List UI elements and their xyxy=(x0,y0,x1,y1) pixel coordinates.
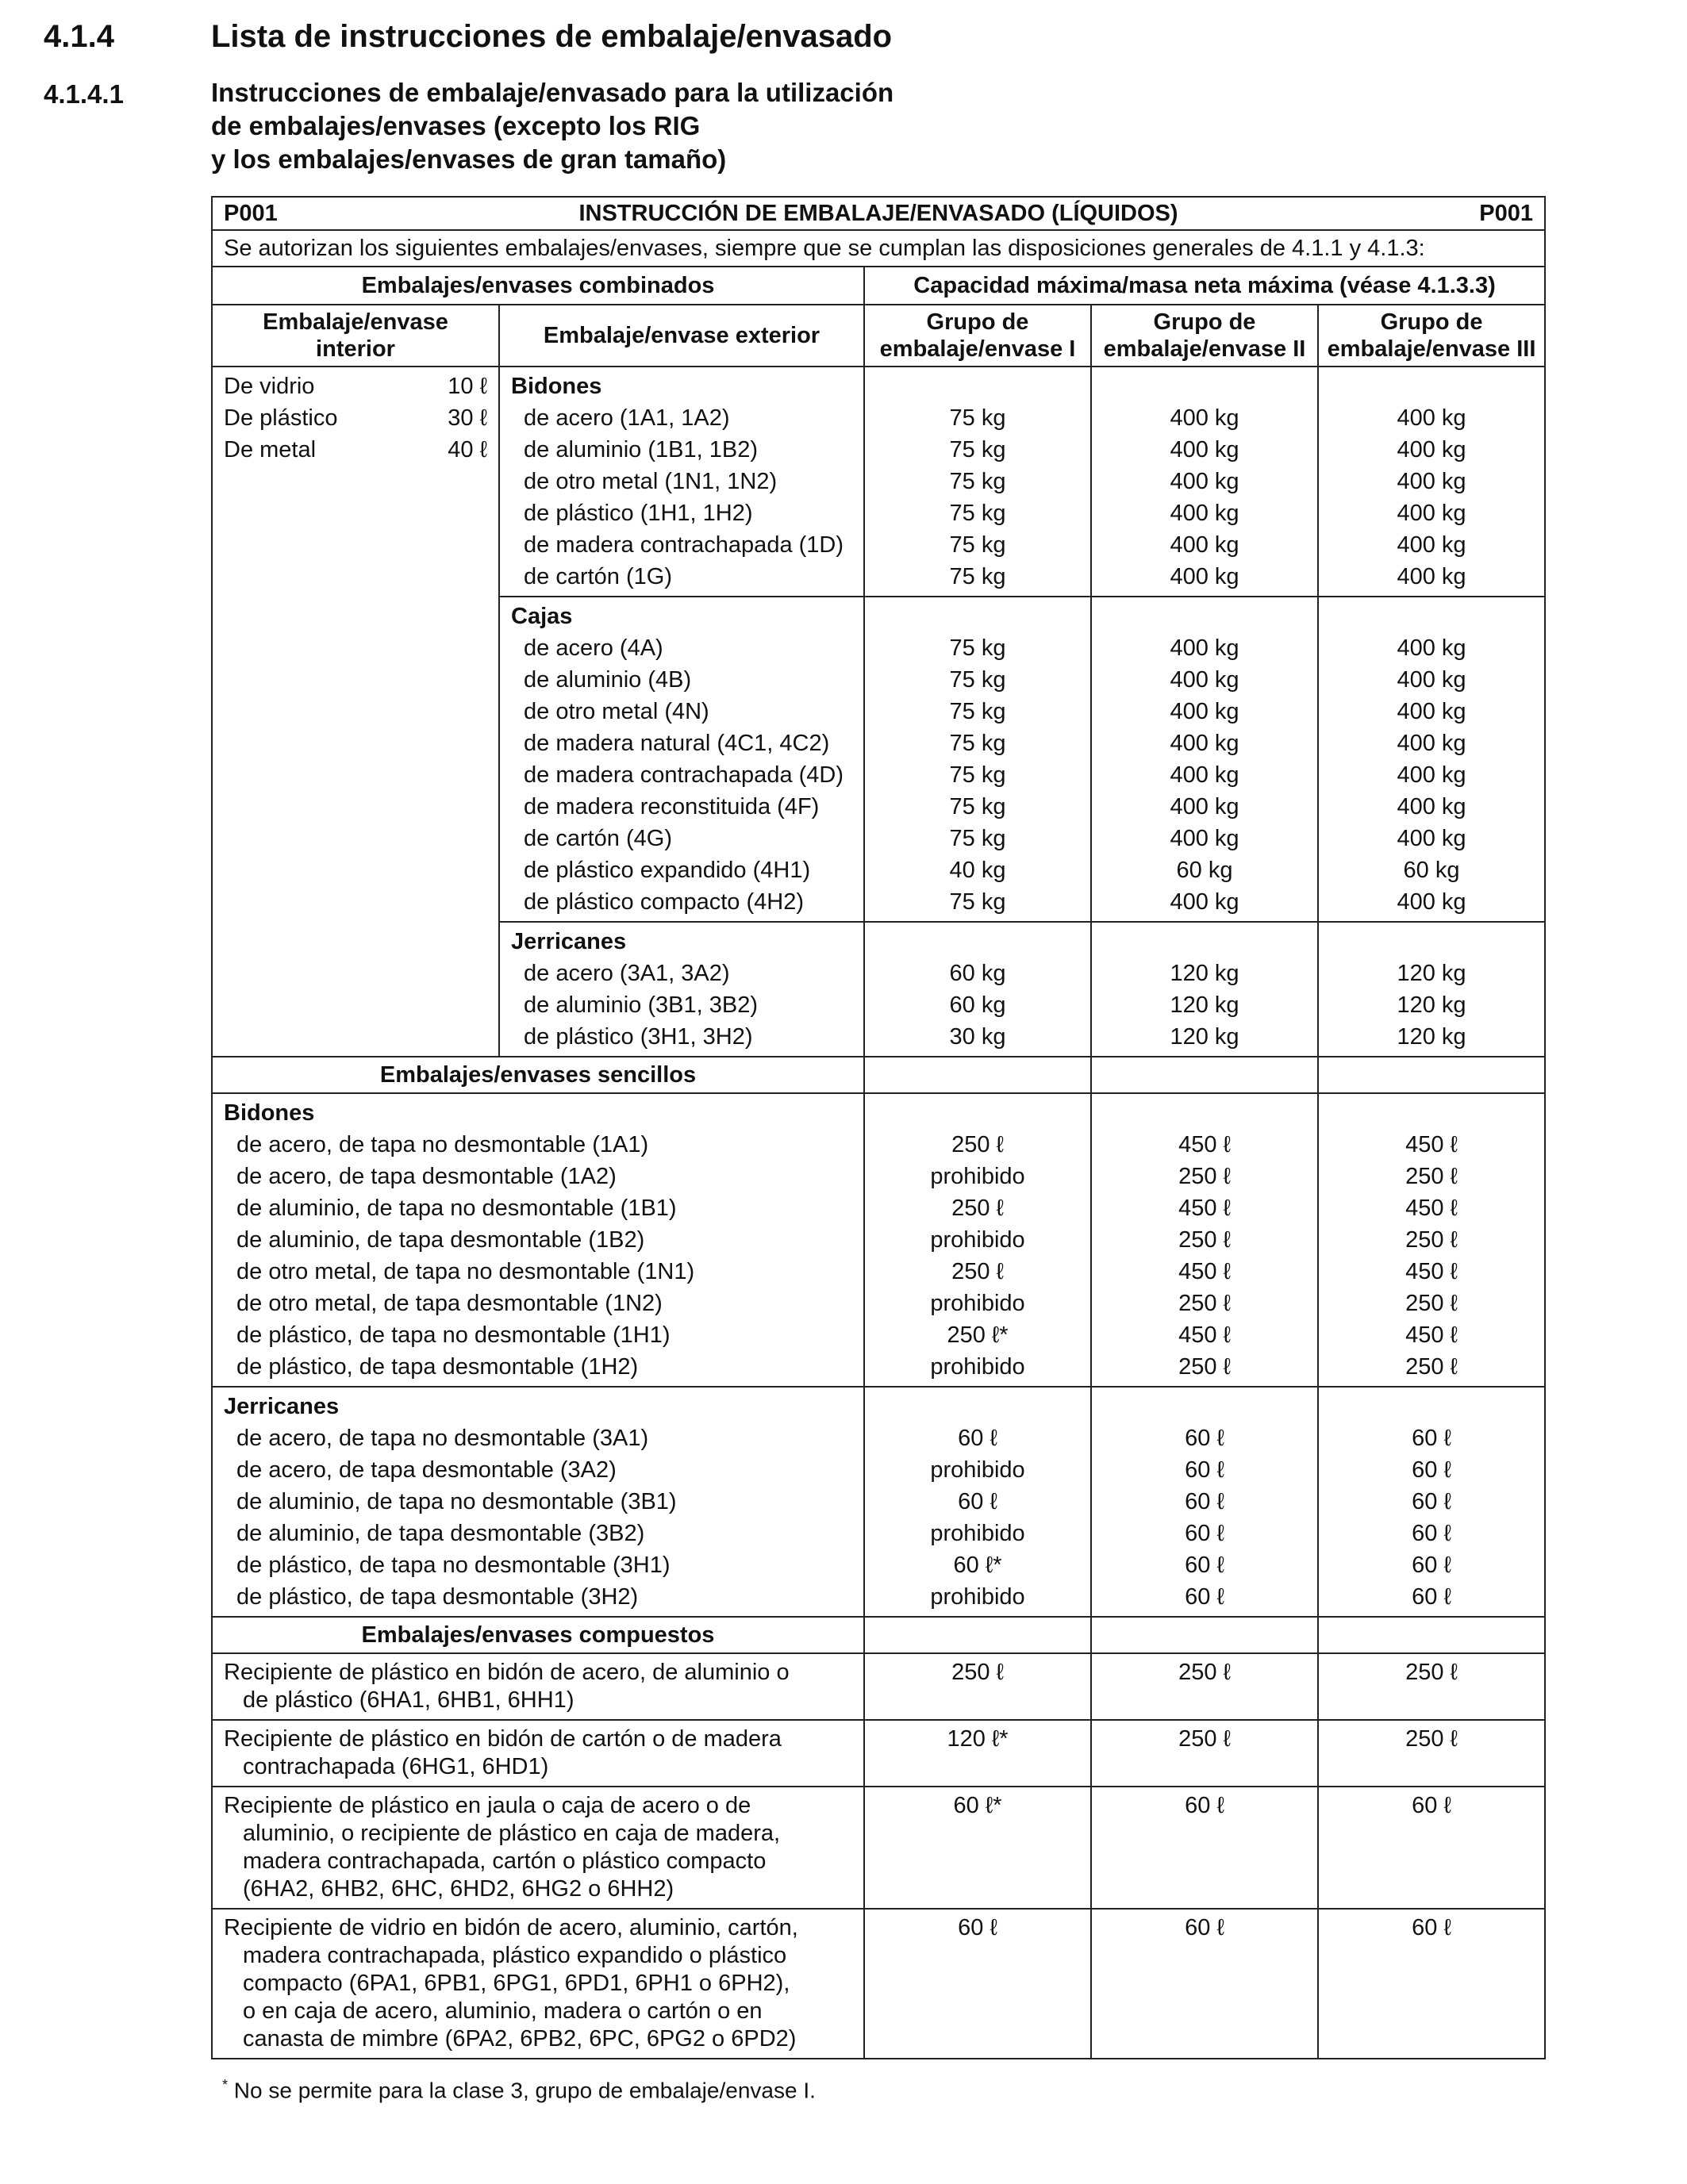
capacity-value: 400 kg xyxy=(1397,564,1466,589)
capacity-value: prohibido xyxy=(930,1584,1025,1610)
capacity-value: 250 ℓ xyxy=(1178,1164,1231,1189)
inner-header-line: Embalaje/envase xyxy=(263,309,448,335)
capacity-value: 60 kg xyxy=(1403,858,1460,883)
capacity-value: 250 ℓ xyxy=(951,1132,1004,1157)
inner-packaging-capacity: 40 ℓ xyxy=(448,437,487,463)
group-header-line: Grupo de xyxy=(1380,309,1483,335)
composite-packaging-cell xyxy=(212,1720,864,1787)
composite-packaging-cell xyxy=(212,1909,864,2059)
capacity-value: 60 ℓ xyxy=(1412,1521,1451,1546)
capacity-value: 75 kg xyxy=(949,501,1006,526)
single-packaging-item: de otro metal, de tapa desmontable (1N2) xyxy=(236,1291,663,1316)
group-header-line: embalaje/envase III xyxy=(1327,336,1536,362)
capacity-cell-group-2 xyxy=(1091,1787,1318,1909)
capacity-value: 400 kg xyxy=(1397,794,1466,819)
instruction-code-right: P001 xyxy=(1479,201,1534,226)
capacity-value: prohibido xyxy=(930,1164,1025,1189)
subsection-title xyxy=(211,76,893,176)
capacity-cell-group-3 xyxy=(1318,1787,1545,1909)
capacity-value: 400 kg xyxy=(1397,437,1466,463)
single-packaging-item: de plástico, de tapa desmontable (1H2) xyxy=(236,1354,639,1380)
capacity-cell-group-1 xyxy=(864,597,1091,922)
capacity-value: 75 kg xyxy=(949,667,1006,693)
blank-line xyxy=(1330,1097,1533,1129)
section-title: Lista de instrucciones de embalaje/envasado xyxy=(211,19,893,54)
capacity-cell-group-2 xyxy=(1091,1093,1318,1387)
single-packaging-item: de aluminio, de tapa desmontable (3B2) xyxy=(236,1521,645,1546)
outer-packaging-cell xyxy=(499,597,864,922)
capacity-value: 60 kg xyxy=(1176,858,1233,883)
capacity-value: 75 kg xyxy=(949,731,1006,756)
blank-line xyxy=(876,370,1079,402)
packing-instruction-table xyxy=(211,196,1546,2059)
capacity-value: 450 ℓ xyxy=(1405,1196,1458,1221)
composite-packagings-header: Embalajes/envases compuestos xyxy=(212,1617,864,1653)
capacity-cell-group-3 xyxy=(1318,1909,1545,2059)
capacity-value: 60 ℓ* xyxy=(953,1553,1002,1578)
capacity-value: 60 ℓ xyxy=(1185,1915,1224,1940)
composite-packaging-line: Recipiente de plástico en bidón de cartón o de madera xyxy=(224,1726,782,1752)
capacity-cell-group-1 xyxy=(864,922,1091,1057)
group-header-line: embalaje/envase I xyxy=(879,336,1076,362)
footnote-text: No se permite para la clase 3, grupo de embalaje/envase I. xyxy=(228,2078,816,2103)
capacity-value: 75 kg xyxy=(949,469,1006,494)
capacity-value: 400 kg xyxy=(1397,731,1466,756)
capacity-value: prohibido xyxy=(930,1227,1025,1253)
capacity-value: 120 kg xyxy=(1170,992,1239,1018)
capacity-value: 250 ℓ xyxy=(1178,1660,1231,1685)
subsection-title-line: de embalajes/envases (excepto los RIG xyxy=(211,111,701,140)
capacity-value: 450 ℓ xyxy=(1178,1322,1231,1348)
instruction-title-bar xyxy=(212,197,1545,230)
capacity-value: 400 kg xyxy=(1397,762,1466,788)
capacity-value: 75 kg xyxy=(949,635,1006,661)
capacity-value: 60 ℓ xyxy=(1412,1793,1451,1818)
composite-packaging-line: madera contrachapada, plástico expandido o plástico xyxy=(243,1943,787,1968)
single-packaging-item: de aluminio, de tapa no desmontable (3B1) xyxy=(236,1489,677,1514)
inner-packaging-name: De metal xyxy=(224,437,317,463)
capacity-value: 400 kg xyxy=(1397,532,1466,558)
capacity-cell-group-2 xyxy=(1091,1387,1318,1617)
subsection-title-line: y los embalajes/envases de gran tamaño) xyxy=(211,144,727,174)
capacity-cell-group-1 xyxy=(864,1909,1091,2059)
blank-line xyxy=(1330,1391,1533,1422)
capacity-header: Capacidad máxima/masa neta máxima (véase 4.1.3.3) xyxy=(864,267,1545,305)
outer-packaging-item: de acero (3A1, 3A2) xyxy=(524,961,730,986)
capacity-value: 60 ℓ xyxy=(1412,1489,1451,1514)
capacity-value: 75 kg xyxy=(949,699,1006,724)
blank-line xyxy=(1330,926,1533,958)
capacity-value: 75 kg xyxy=(949,564,1006,589)
composite-packaging-line: Recipiente de plástico en jaula o caja de acero o de xyxy=(224,1793,751,1818)
inner-packaging-item xyxy=(224,402,487,434)
capacity-value: 400 kg xyxy=(1397,667,1466,693)
empty-cell xyxy=(1318,1057,1545,1093)
outer-packaging-item: de aluminio (3B1, 3B2) xyxy=(524,992,758,1018)
blank-line xyxy=(876,601,1079,632)
single-group-title: Jerricanes xyxy=(224,1394,340,1419)
composite-packaging-line: compacto (6PA1, 6PB1, 6PG1, 6PD1, 6PH1 o 6PH2), xyxy=(243,1971,790,1996)
capacity-cell-group-1 xyxy=(864,1720,1091,1787)
composite-packaging-line: Recipiente de vidrio en bidón de acero, aluminio, cartón, xyxy=(224,1915,798,1940)
capacity-value: 120 kg xyxy=(1397,992,1466,1018)
capacity-value: 400 kg xyxy=(1170,532,1239,558)
capacity-value: 250 ℓ xyxy=(1178,1227,1231,1253)
outer-group-title: Bidones xyxy=(511,374,602,399)
capacity-value: 250 ℓ xyxy=(1405,1291,1458,1316)
capacity-value: 250 ℓ xyxy=(1178,1354,1231,1380)
outer-packaging-item: de aluminio (1B1, 1B2) xyxy=(524,437,758,463)
inner-header-line: interior xyxy=(316,336,395,362)
blank-line xyxy=(1103,926,1306,958)
outer-packaging-cell xyxy=(499,367,864,597)
composite-packaging-line: contrachapada (6HG1, 6HD1) xyxy=(243,1754,549,1779)
single-packaging-item: de plástico, de tapa no desmontable (1H1) xyxy=(236,1322,671,1348)
capacity-value: 400 kg xyxy=(1397,699,1466,724)
single-packaging-cell xyxy=(212,1093,864,1387)
composite-packaging-line: canasta de mimbre (6PA2, 6PB2, 6PC, 6PG2 o 6PD2) xyxy=(243,2026,797,2052)
capacity-value: 400 kg xyxy=(1397,469,1466,494)
capacity-value: 75 kg xyxy=(949,762,1006,788)
capacity-value: 250 ℓ xyxy=(1405,1726,1458,1752)
outer-group-title: Jerricanes xyxy=(511,929,627,954)
capacity-value: 450 ℓ xyxy=(1178,1196,1231,1221)
outer-packaging-item: de cartón (4G) xyxy=(524,826,672,851)
capacity-cell-group-2 xyxy=(1091,597,1318,922)
single-packaging-item: de acero, de tapa desmontable (1A2) xyxy=(236,1164,617,1189)
capacity-cell-group-3 xyxy=(1318,1720,1545,1787)
group-header-line: embalaje/envase II xyxy=(1103,336,1306,362)
outer-packaging-item: de plástico compacto (4H2) xyxy=(524,889,804,915)
capacity-value: 120 ℓ* xyxy=(947,1726,1009,1752)
outer-packaging-item: de acero (4A) xyxy=(524,635,663,661)
capacity-value: 400 kg xyxy=(1170,405,1239,431)
outer-packaging-item: de madera contrachapada (4D) xyxy=(524,762,844,788)
capacity-value: 400 kg xyxy=(1170,635,1239,661)
capacity-value: 400 kg xyxy=(1397,405,1466,431)
capacity-value: 250 ℓ xyxy=(1178,1291,1231,1316)
single-packaging-item: de acero, de tapa no desmontable (3A1) xyxy=(236,1426,649,1451)
footnote-mark: * xyxy=(222,2077,229,2093)
outer-packaging-item: de plástico expandido (4H1) xyxy=(524,858,811,883)
outer-packaging-item: de otro metal (4N) xyxy=(524,699,709,724)
capacity-value: 250 ℓ xyxy=(951,1660,1004,1685)
capacity-value: prohibido xyxy=(930,1457,1025,1483)
capacity-value: 450 ℓ xyxy=(1178,1259,1231,1284)
composite-packaging-line: madera contrachapada, cartón o plástico compacto xyxy=(243,1848,767,1874)
empty-cell xyxy=(1318,1617,1545,1653)
capacity-value: 250 ℓ xyxy=(1178,1726,1231,1752)
capacity-value: 250 ℓ* xyxy=(947,1322,1009,1348)
single-packaging-item: de plástico, de tapa desmontable (3H2) xyxy=(236,1584,639,1610)
capacity-value: 450 ℓ xyxy=(1178,1132,1231,1157)
capacity-value: 400 kg xyxy=(1170,564,1239,589)
blank-line xyxy=(876,926,1079,958)
capacity-cell-group-3 xyxy=(1318,597,1545,922)
composite-packaging-line: Recipiente de plástico en bidón de acero, de aluminio o xyxy=(224,1660,790,1685)
capacity-cell-group-3 xyxy=(1318,1093,1545,1387)
intro-text: Se autorizan los siguientes embalajes/envases, siempre que se cumplan las disposiciones generales de 4.1.1 y 4.1.3: xyxy=(212,230,1545,267)
capacity-cell-group-2 xyxy=(1091,922,1318,1057)
instruction-title: INSTRUCCIÓN DE EMBALAJE/ENVASADO (LÍQUIDOS) xyxy=(578,201,1178,226)
outer-packaging-header: Embalaje/envase exterior xyxy=(499,305,864,367)
single-packaging-item: de otro metal, de tapa no desmontable (1N1) xyxy=(236,1259,695,1284)
capacity-value: 60 ℓ* xyxy=(953,1793,1002,1818)
single-packaging-item: de acero, de tapa desmontable (3A2) xyxy=(236,1457,617,1483)
capacity-cell-group-3 xyxy=(1318,922,1545,1057)
capacity-cell-group-3 xyxy=(1318,1387,1545,1617)
outer-packaging-item: de plástico (3H1, 3H2) xyxy=(524,1024,753,1050)
capacity-value: 60 kg xyxy=(949,961,1006,986)
composite-packaging-line: (6HA2, 6HB2, 6HC, 6HD2, 6HG2 o 6HH2) xyxy=(243,1876,674,1902)
outer-packaging-item: de aluminio (4B) xyxy=(524,667,692,693)
capacity-value: 75 kg xyxy=(949,532,1006,558)
capacity-value: 400 kg xyxy=(1397,635,1466,661)
capacity-value: 400 kg xyxy=(1397,889,1466,915)
capacity-value: 60 ℓ xyxy=(958,1426,997,1451)
capacity-cell-group-1 xyxy=(864,1653,1091,1720)
capacity-value: 30 kg xyxy=(949,1024,1006,1050)
capacity-value: 400 kg xyxy=(1170,437,1239,463)
capacity-value: 60 ℓ xyxy=(1412,1457,1451,1483)
inner-packaging-capacity: 10 ℓ xyxy=(448,374,487,399)
capacity-cell-group-2 xyxy=(1091,1720,1318,1787)
packing-group-iii-header xyxy=(1318,305,1545,367)
combined-header: Embalajes/envases combinados xyxy=(212,267,864,305)
capacity-value: 400 kg xyxy=(1170,469,1239,494)
capacity-value: 75 kg xyxy=(949,405,1006,431)
outer-packaging-item: de plástico (1H1, 1H2) xyxy=(524,501,753,526)
capacity-value: 400 kg xyxy=(1170,731,1239,756)
capacity-value: 400 kg xyxy=(1170,501,1239,526)
capacity-cell-group-3 xyxy=(1318,1653,1545,1720)
capacity-value: 60 ℓ xyxy=(1185,1793,1224,1818)
capacity-value: 75 kg xyxy=(949,794,1006,819)
capacity-cell-group-1 xyxy=(864,367,1091,597)
capacity-value: 60 ℓ xyxy=(1185,1584,1224,1610)
capacity-value: 120 kg xyxy=(1397,1024,1466,1050)
outer-packaging-cell xyxy=(499,922,864,1057)
empty-cell xyxy=(1091,1057,1318,1093)
capacity-value: 400 kg xyxy=(1170,794,1239,819)
capacity-value: 60 ℓ xyxy=(1412,1426,1451,1451)
capacity-value: 60 ℓ xyxy=(958,1489,997,1514)
capacity-cell-group-1 xyxy=(864,1787,1091,1909)
group-header-line: Grupo de xyxy=(926,309,1029,335)
single-packaging-item: de aluminio, de tapa desmontable (1B2) xyxy=(236,1227,645,1253)
capacity-value: 60 ℓ xyxy=(1412,1553,1451,1578)
capacity-value: 60 ℓ xyxy=(1412,1584,1451,1610)
capacity-value: 250 ℓ xyxy=(1405,1164,1458,1189)
capacity-value: 450 ℓ xyxy=(1405,1259,1458,1284)
capacity-value: 250 ℓ xyxy=(1405,1660,1458,1685)
inner-packaging-name: De vidrio xyxy=(224,374,315,399)
blank-line xyxy=(1103,1097,1306,1129)
capacity-value: 60 ℓ xyxy=(1185,1426,1224,1451)
capacity-value: 60 ℓ xyxy=(1185,1489,1224,1514)
blank-line xyxy=(1103,1391,1306,1422)
capacity-value: 40 kg xyxy=(949,858,1006,883)
single-packaging-cell xyxy=(212,1387,864,1617)
composite-packaging-line: o en caja de acero, aluminio, madera o cartón o en xyxy=(243,1998,763,2024)
empty-cell xyxy=(864,1617,1091,1653)
capacity-value: 250 ℓ xyxy=(951,1196,1004,1221)
inner-packaging-cell xyxy=(212,367,499,1057)
blank-line xyxy=(1103,370,1306,402)
packing-group-ii-header xyxy=(1091,305,1318,367)
single-packaging-item: de aluminio, de tapa no desmontable (1B1) xyxy=(236,1196,677,1221)
capacity-value: 120 kg xyxy=(1170,1024,1239,1050)
capacity-value: 400 kg xyxy=(1170,667,1239,693)
section-number: 4.1.4 xyxy=(44,19,114,54)
capacity-value: 400 kg xyxy=(1170,826,1239,851)
instruction-code-left: P001 xyxy=(224,201,278,226)
inner-packaging-name: De plástico xyxy=(224,405,338,431)
single-packagings-header: Embalajes/envases sencillos xyxy=(212,1057,864,1093)
subsection-title-line: Instrucciones de embalaje/envasado para la utilización xyxy=(211,78,894,107)
blank-line xyxy=(1103,601,1306,632)
capacity-value: prohibido xyxy=(930,1354,1025,1380)
capacity-cell-group-3 xyxy=(1318,367,1545,597)
capacity-cell-group-2 xyxy=(1091,1653,1318,1720)
outer-group-title: Cajas xyxy=(511,604,573,629)
capacity-value: 120 kg xyxy=(1397,961,1466,986)
capacity-value: prohibido xyxy=(930,1291,1025,1316)
outer-packaging-item: de cartón (1G) xyxy=(524,564,672,589)
single-packaging-item: de plástico, de tapa no desmontable (3H1) xyxy=(236,1553,671,1578)
composite-packaging-line: aluminio, o recipiente de plástico en caja de madera, xyxy=(243,1821,781,1846)
outer-packaging-item: de madera natural (4C1, 4C2) xyxy=(524,731,830,756)
capacity-cell-group-2 xyxy=(1091,367,1318,597)
outer-packaging-item: de madera contrachapada (1D) xyxy=(524,532,844,558)
footnote xyxy=(222,2077,816,2103)
outer-packaging-item: de acero (1A1, 1A2) xyxy=(524,405,730,431)
inner-packaging-item xyxy=(224,434,487,466)
capacity-cell-group-1 xyxy=(864,1387,1091,1617)
capacity-value: 60 kg xyxy=(949,992,1006,1018)
capacity-cell-group-2 xyxy=(1091,1909,1318,2059)
inner-packaging-header xyxy=(212,305,499,367)
capacity-value: 75 kg xyxy=(949,437,1006,463)
capacity-value: 400 kg xyxy=(1397,826,1466,851)
capacity-value: 60 ℓ xyxy=(958,1915,997,1940)
outer-packaging-item: de madera reconstituida (4F) xyxy=(524,794,820,819)
capacity-value: 450 ℓ xyxy=(1405,1322,1458,1348)
empty-cell xyxy=(1091,1617,1318,1653)
capacity-value: 60 ℓ xyxy=(1185,1457,1224,1483)
capacity-value: 450 ℓ xyxy=(1405,1132,1458,1157)
inner-packaging-capacity: 30 ℓ xyxy=(448,405,487,431)
capacity-value: 60 ℓ xyxy=(1185,1521,1224,1546)
composite-packaging-cell xyxy=(212,1787,864,1909)
group-header-line: Grupo de xyxy=(1153,309,1256,335)
capacity-value: 60 ℓ xyxy=(1185,1553,1224,1578)
capacity-value: 75 kg xyxy=(949,889,1006,915)
packing-group-i-header xyxy=(864,305,1091,367)
inner-packaging-item xyxy=(224,370,487,402)
capacity-value: prohibido xyxy=(930,1521,1025,1546)
blank-line xyxy=(876,1097,1079,1129)
capacity-value: 250 ℓ xyxy=(1405,1227,1458,1253)
single-group-title: Bidones xyxy=(224,1100,315,1126)
blank-line xyxy=(876,1391,1079,1422)
outer-packaging-item: de otro metal (1N1, 1N2) xyxy=(524,469,778,494)
capacity-value: 250 ℓ xyxy=(1405,1354,1458,1380)
single-packaging-item: de acero, de tapa no desmontable (1A1) xyxy=(236,1132,649,1157)
capacity-value: 75 kg xyxy=(949,826,1006,851)
capacity-cell-group-1 xyxy=(864,1093,1091,1387)
capacity-value: 400 kg xyxy=(1170,699,1239,724)
composite-packaging-cell xyxy=(212,1653,864,1720)
capacity-value: 400 kg xyxy=(1170,889,1239,915)
capacity-value: 400 kg xyxy=(1397,501,1466,526)
composite-packaging-line: de plástico (6HA1, 6HB1, 6HH1) xyxy=(243,1687,575,1713)
capacity-value: 400 kg xyxy=(1170,762,1239,788)
subsection-number: 4.1.4.1 xyxy=(44,79,124,109)
empty-cell xyxy=(864,1057,1091,1093)
capacity-value: 60 ℓ xyxy=(1412,1915,1451,1940)
blank-line xyxy=(1330,601,1533,632)
blank-line xyxy=(1330,370,1533,402)
capacity-value: 120 kg xyxy=(1170,961,1239,986)
capacity-value: 250 ℓ xyxy=(951,1259,1004,1284)
